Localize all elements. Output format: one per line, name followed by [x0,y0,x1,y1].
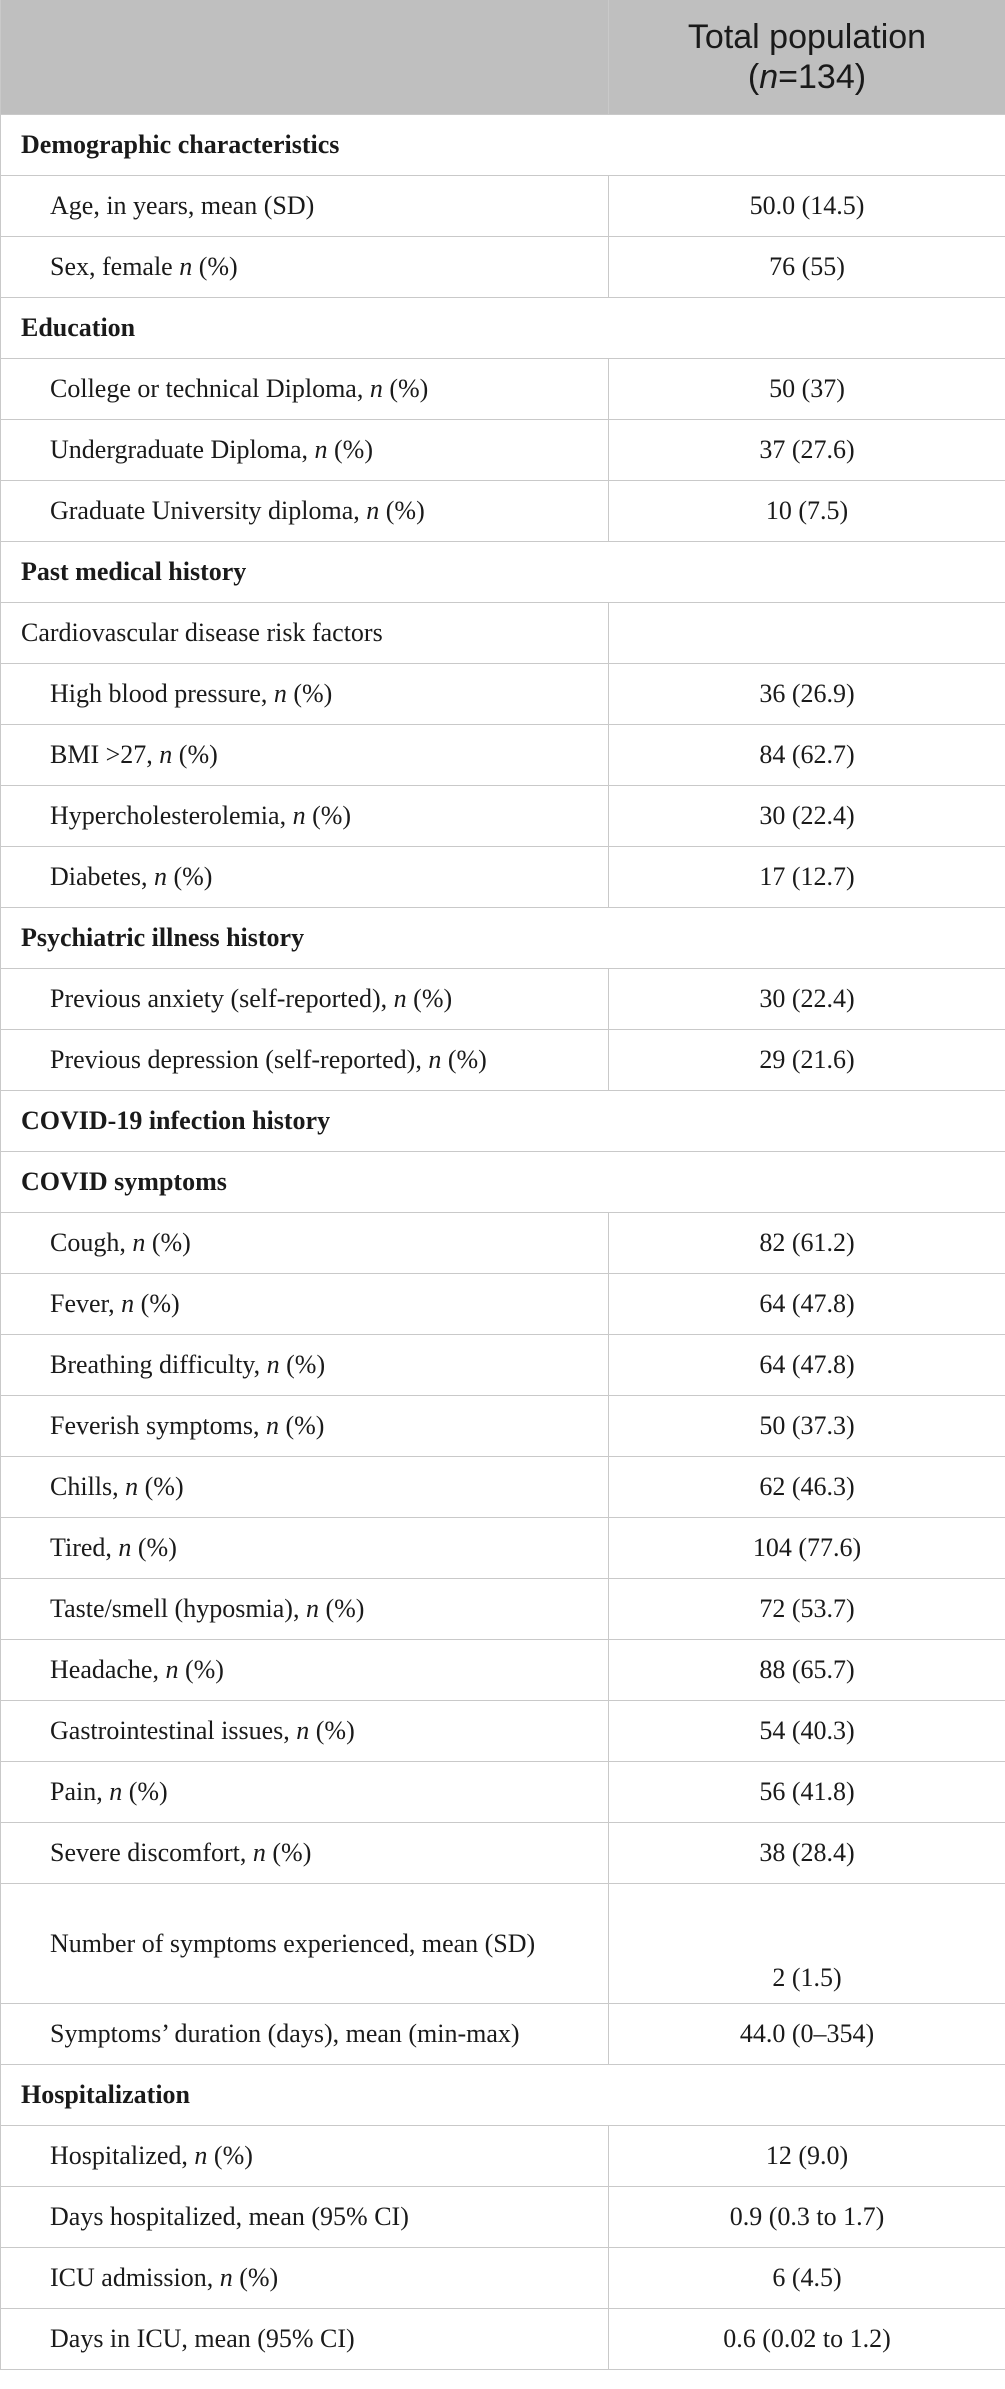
section-header-row [1,1091,1005,1152]
row-value: 50 (37.3) [609,1396,1005,1457]
row-label [1,1030,609,1091]
row-label-suffix: n (%) [194,2141,253,2170]
row-value: 36 (26.9) [609,664,1005,725]
row-label-text: Fever, [50,1289,122,1318]
row-label [1,2187,609,2248]
row-label-text: Graduate University diploma, [50,496,367,525]
row-value: 84 (62.7) [609,725,1005,786]
row-label-text: Headache, [50,1655,166,1684]
section-header-row [1,908,1005,969]
row-label [1,1335,609,1396]
row-label-suffix: n (%) [132,1228,191,1257]
row-label-text: Feverish symptoms, [50,1411,266,1440]
row-label [1,237,609,298]
row-label-text: High blood pressure, [50,679,274,708]
section-title: Psychiatric illness history [1,908,1005,969]
header-count: =134) [778,58,867,96]
table-row [1,420,1005,481]
row-label-text: Age, in years, mean (SD) [50,191,315,220]
row-label-suffix: n (%) [266,1350,326,1379]
row-label [1,1701,609,1762]
row-value: 12 (9.0) [609,2126,1005,2187]
row-label-text: Previous anxiety (self-reported), [50,984,394,1013]
row-label-text: Severe discomfort, [50,1838,253,1867]
row-label-text: Sex, female [50,252,180,281]
section-header-row [1,1152,1005,1213]
table-row [1,1701,1005,1762]
section-header-row [1,298,1005,359]
table-row [1,664,1005,725]
row-label-suffix: n (%) [165,1655,224,1684]
row-value: 30 (22.4) [609,786,1005,847]
row-value: 44.0 (0–354) [609,2004,1005,2065]
row-label-suffix: n (%) [273,679,333,708]
table-row [1,1823,1005,1884]
row-label-text: Cardiovascular disease risk factors [21,618,383,647]
header-total-population [609,0,1005,115]
row-label-suffix: n (%) [159,740,218,769]
section-title: COVID-19 infection history [1,1091,1005,1152]
section-header-row [1,115,1005,176]
row-label [1,664,609,725]
row-value: 76 (55) [609,237,1005,298]
row-label [1,1640,609,1701]
table-row [1,1579,1005,1640]
table-body [1,115,1005,2370]
row-value: 6 (4.5) [609,2248,1005,2309]
row-value: 88 (65.7) [609,1640,1005,1701]
row-label-text: Undergraduate Diploma, [50,435,315,464]
row-label [1,2248,609,2309]
row-value: 82 (61.2) [609,1213,1005,1274]
table-row [1,359,1005,420]
table-row [1,2187,1005,2248]
row-label [1,847,609,908]
row-label [1,1823,609,1884]
row-value: 50.0 (14.5) [609,176,1005,237]
subgroup-label [1,603,609,664]
row-label-text: Days in ICU, mean (95% CI) [50,2324,355,2353]
row-label [1,1396,609,1457]
section-title: Demographic characteristics [1,115,1005,176]
row-label-text: Number of symptoms experienced, mean (SD) [50,1928,536,1958]
table-row [1,1396,1005,1457]
row-value: 64 (47.8) [609,1335,1005,1396]
row-label-suffix: n (%) [219,2263,279,2292]
row-label-suffix: n (%) [153,862,213,891]
section-header-row [1,542,1005,603]
table-row [1,2126,1005,2187]
row-label-suffix: n (%) [428,1045,487,1074]
row-value: 72 (53.7) [609,1579,1005,1640]
row-label-text: Hypercholesterolemia, [50,801,293,830]
table-row [1,176,1005,237]
table-row [1,2309,1005,2370]
row-value: 0.9 (0.3 to 1.7) [609,2187,1005,2248]
header-row [1,0,1005,115]
row-label-text: Gastrointestinal issues, [50,1716,297,1745]
row-label-text: Tired, [50,1533,119,1562]
row-value: 2 (1.5) [609,1884,1005,2004]
table-row [1,1030,1005,1091]
row-label-suffix: n (%) [121,1289,180,1318]
row-value: 62 (46.3) [609,1457,1005,1518]
table-row [1,603,1005,664]
table-row [1,969,1005,1030]
section-header-row [1,2065,1005,2126]
row-label-suffix: n (%) [118,1533,177,1562]
row-label [1,969,609,1030]
table-row [1,1640,1005,1701]
row-label-suffix: n (%) [305,1594,365,1623]
row-label-suffix: n (%) [265,1411,325,1440]
row-label [1,725,609,786]
row-value [609,603,1005,664]
row-label-suffix: n (%) [125,1472,184,1501]
row-value: 64 (47.8) [609,1274,1005,1335]
header-open-paren: ( [747,58,760,96]
row-label [1,1274,609,1335]
row-label-text: Diabetes, [50,862,154,891]
row-label [1,359,609,420]
row-label-text: Chills, [50,1472,126,1501]
row-label [1,481,609,542]
row-label [1,1579,609,1640]
table-row [1,237,1005,298]
section-title: Hospitalization [1,2065,1005,2126]
row-label [1,176,609,237]
row-label-suffix: n (%) [292,801,352,830]
row-label-text: Days hospitalized, mean (95% CI) [50,2202,409,2231]
table-row [1,2004,1005,2065]
row-label-suffix: n (%) [369,374,429,403]
table-row [1,1762,1005,1823]
row-label-suffix: n (%) [296,1716,355,1745]
table-row [1,1884,1005,2004]
section-title: Past medical history [1,542,1005,603]
row-label-suffix: n (%) [179,252,238,281]
row-label-suffix: n (%) [393,984,453,1013]
table-row [1,481,1005,542]
header-n: n [759,58,779,96]
row-label-text: Previous depression (self-reported), [50,1045,429,1074]
row-label-text: Cough, [50,1228,133,1257]
row-value: 17 (12.7) [609,847,1005,908]
row-value: 50 (37) [609,359,1005,420]
row-label-suffix: n (%) [109,1777,168,1806]
row-label [1,2004,609,2065]
section-title: COVID symptoms [1,1152,1005,1213]
row-value: 37 (27.6) [609,420,1005,481]
table-row [1,1274,1005,1335]
row-label-suffix: n (%) [366,496,425,525]
header-title: Total population [687,18,927,56]
table-row [1,1335,1005,1396]
row-label [1,1213,609,1274]
table-row [1,786,1005,847]
table-row [1,847,1005,908]
row-value: 104 (77.6) [609,1518,1005,1579]
row-label [1,1518,609,1579]
table-row [1,725,1005,786]
row-value: 29 (21.6) [609,1030,1005,1091]
table-row [1,1213,1005,1274]
row-label-text: Taste/smell (hyposmia), [50,1594,306,1623]
row-label [1,2309,609,2370]
row-label-text: ICU admission, [50,2263,220,2292]
table-row [1,2248,1005,2309]
row-label-text: Breathing difficulty, [50,1350,267,1379]
row-value: 38 (28.4) [609,1823,1005,1884]
row-value: 0.6 (0.02 to 1.2) [609,2309,1005,2370]
table-row [1,1518,1005,1579]
row-label-text: Symptoms’ duration (days), mean (min-max) [50,2019,520,2048]
row-label-text: Pain, [50,1777,110,1806]
row-label [1,2126,609,2187]
row-label-suffix: n (%) [314,435,373,464]
row-label [1,1884,609,2004]
row-label-text: BMI >27, [50,740,160,769]
row-label [1,420,609,481]
row-value: 10 (7.5) [609,481,1005,542]
table-row [1,1457,1005,1518]
row-label [1,786,609,847]
row-value: 54 (40.3) [609,1701,1005,1762]
row-label [1,1457,609,1518]
row-label [1,1762,609,1823]
row-value: 56 (41.8) [609,1762,1005,1823]
row-label-text: Hospitalized, [50,2141,195,2170]
row-label-suffix: n (%) [252,1838,312,1867]
section-title: Education [1,298,1005,359]
header-empty-cell [1,0,609,115]
row-value: 30 (22.4) [609,969,1005,1030]
row-label-text: College or technical Diploma, [50,374,370,403]
